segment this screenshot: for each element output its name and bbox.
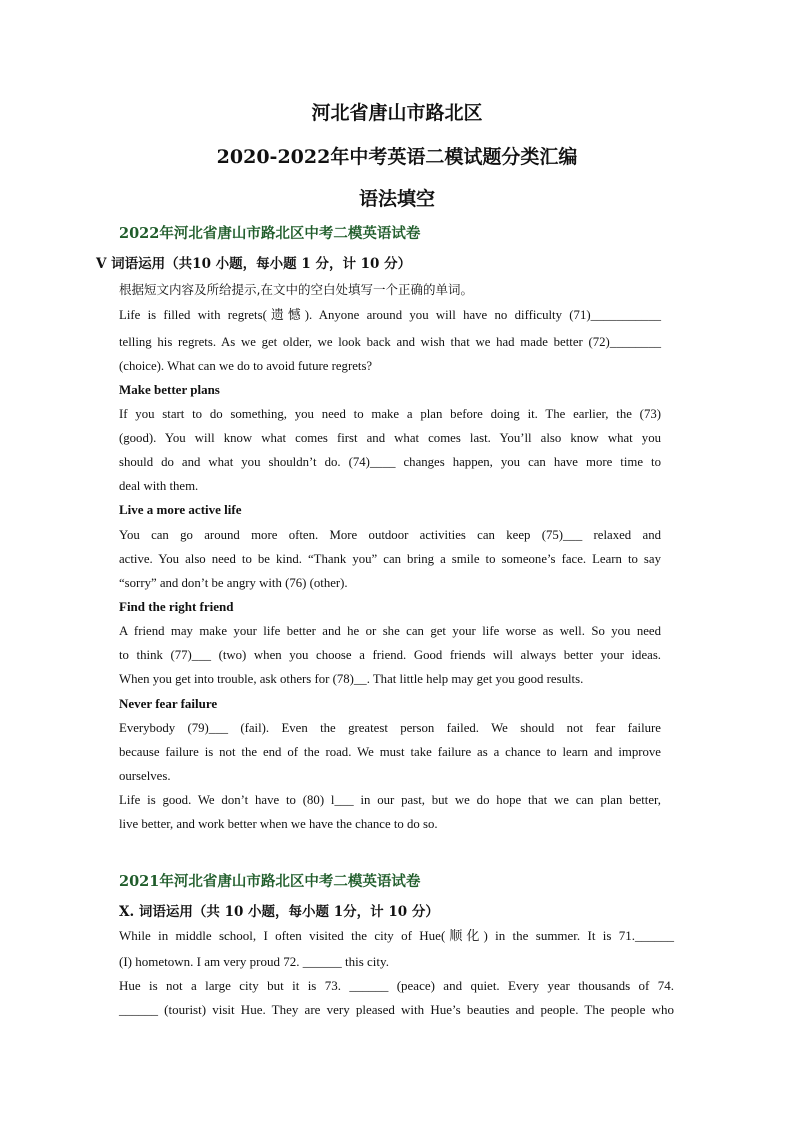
document-title-region: 河北省唐山市路北区 — [311, 102, 483, 124]
document-title-topic: 语法填空 — [358, 188, 435, 210]
passage-line: When you get into trouble, ask others for (78)__. That little help may get you good results. — [119, 672, 584, 686]
passage-line: ourselves. — [119, 769, 171, 783]
passage-line: ______ (tourist) visit Hue. They are very pleased with Hue’s beauties and people. The people who — [119, 1002, 674, 1017]
passage-line: deal with them. — [119, 479, 199, 493]
passage-line: You can go around more often. More outdoor activities can keep (75)___ relaxed and — [119, 528, 661, 542]
question-heading-v: V 词语运用（共10 小题，每小题 1 分，计 10 分） — [96, 256, 412, 272]
passage-line: If you start to do something, you need to make a plan before doing it. The earlier, the (73) — [119, 407, 661, 421]
subheading-make-better-plans: Make better plans — [119, 382, 220, 397]
passage-line: (I) hometown. I am very proud 72. ______ this city. — [119, 954, 389, 969]
section-heading-2021: 2021年河北省唐山市路北区中考二模英语试卷 — [119, 873, 421, 890]
instruction-text: 根据短文内容及所给提示,在文中的空白处填写一个正确的单词。 — [119, 282, 473, 297]
passage-line: Hue is not a large city but it is 73. ______ (peace) and quiet. Every year thousands of 74. — [119, 978, 674, 993]
passage-line: to think (77)___ (two) when you choose a friend. Good friends will always better your ideas. — [119, 648, 661, 662]
passage-line: telling his regrets. As we get older, we look back and wish that we had made better (72)________ — [119, 335, 661, 349]
section-heading-2022: 2022年河北省唐山市路北区中考二模英语试卷 — [119, 225, 421, 242]
passage-line: live better, and work better when we have the chance to do so. — [119, 817, 438, 831]
question-heading-x: X. 词语运用（共 10 小题，每小题 1分，计 10 分） — [119, 904, 439, 920]
subheading-active-life: Live a more active life — [119, 502, 242, 517]
passage-line: While in middle school, I often visited the city of Hue(顺化) in the summer. It is 71.______ — [119, 928, 674, 943]
passage-line: A friend may make your life better and he or she can get your life worse as well. So you need — [119, 624, 661, 638]
document-title-years: 2020-2022年中考英语二模试题分类汇编 — [216, 146, 578, 168]
passage-line: active. You also need to be kind. “Thank you” can bring a smile to someone’s face. Learn to say — [119, 552, 661, 566]
passage-line: Life is filled with regrets(遗憾). Anyone around you will have no difficulty (71)___________ — [119, 308, 661, 322]
passage-line: “sorry” and don’t be angry with (76) (other). — [119, 576, 348, 590]
passage-line: Life is good. We don’t have to (80) l___ in our past, but we do hope that we can plan better, — [119, 793, 661, 807]
passage-line: (choice). What can we do to avoid future regrets? — [119, 359, 373, 373]
subheading-never-fear-failure: Never fear failure — [119, 696, 218, 711]
passage-line: because failure is not the end of the road. We must take failure as a chance to learn and improve — [119, 745, 661, 759]
passage-line: should do and what you shouldn’t do. (74)____ changes happen, you can have more time to — [119, 455, 661, 469]
passage-line: (good). You will know what comes first and what comes last. You’ll also know what you — [119, 431, 661, 445]
subheading-right-friend: Find the right friend — [119, 599, 234, 614]
passage-line: Everybody (79)___ (fail). Even the greatest person failed. We should not fear failure — [119, 721, 661, 735]
